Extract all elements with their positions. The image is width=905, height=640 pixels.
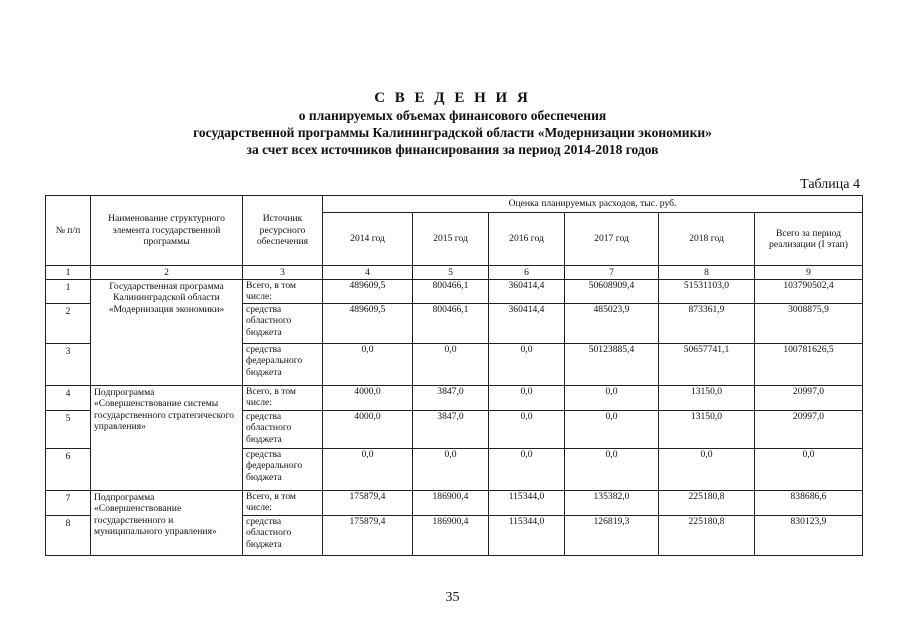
table-row bbox=[46, 280, 863, 304]
row-number: 4 bbox=[46, 386, 91, 411]
value-cell: 135382,0 bbox=[565, 491, 659, 516]
value-cell: 175879,4 bbox=[323, 516, 413, 556]
element-name: Подпрограмма «Совершенствование системы государственного стратегического управления» bbox=[91, 386, 243, 491]
header-name: Наименование структурного элемента государственной программы bbox=[91, 196, 243, 266]
value-cell: 800466,1 bbox=[413, 280, 489, 304]
value-cell: 0,0 bbox=[659, 449, 755, 491]
value-cell: 360414,4 bbox=[489, 280, 565, 304]
column-index: 3 bbox=[243, 266, 323, 280]
column-index: 6 bbox=[489, 266, 565, 280]
value-cell: 873361,9 bbox=[659, 304, 755, 344]
value-cell: 225180,8 bbox=[659, 516, 755, 556]
value-cell: 0,0 bbox=[565, 386, 659, 411]
value-cell: 13150,0 bbox=[659, 411, 755, 449]
source-cell: средства федерального бюджета bbox=[243, 449, 323, 491]
row-number: 6 bbox=[46, 449, 91, 491]
document-subtitle-line-2: государственной программы Калининградской области «Модернизации экономики» bbox=[193, 125, 712, 140]
value-cell: 0,0 bbox=[413, 344, 489, 386]
column-index: 5 bbox=[413, 266, 489, 280]
value-cell: 3008875,9 bbox=[755, 304, 863, 344]
value-cell: 489609,5 bbox=[323, 280, 413, 304]
value-cell: 115344,0 bbox=[489, 516, 565, 556]
value-cell: 20997,0 bbox=[755, 386, 863, 411]
value-cell: 0,0 bbox=[323, 344, 413, 386]
value-cell: 0,0 bbox=[413, 449, 489, 491]
value-cell: 3847,0 bbox=[413, 386, 489, 411]
value-cell: 115344,0 bbox=[489, 491, 565, 516]
value-cell: 225180,8 bbox=[659, 491, 755, 516]
element-name: Государственная программа Калининградской области «Модернизация экономики» bbox=[91, 280, 243, 386]
value-cell: 50123885,4 bbox=[565, 344, 659, 386]
value-cell: 485023,9 bbox=[565, 304, 659, 344]
row-number: 1 bbox=[46, 280, 91, 304]
source-cell: Всего, в том числе: bbox=[243, 386, 323, 411]
value-cell: 103790502,4 bbox=[755, 280, 863, 304]
document-title: С В Е Д Е Н И Я bbox=[374, 90, 531, 106]
header-year-2018: 2018 год bbox=[659, 213, 755, 266]
table-row bbox=[46, 491, 863, 516]
source-cell: Всего, в том числе: bbox=[243, 280, 323, 304]
value-cell: 0,0 bbox=[489, 449, 565, 491]
source-cell: средства областного бюджета bbox=[243, 304, 323, 344]
source-cell: средства областного бюджета bbox=[243, 516, 323, 556]
value-cell: 838686,6 bbox=[755, 491, 863, 516]
source-cell: средства федерального бюджета bbox=[243, 344, 323, 386]
column-index: 4 bbox=[323, 266, 413, 280]
value-cell: 50657741,1 bbox=[659, 344, 755, 386]
value-cell: 830123,9 bbox=[755, 516, 863, 556]
header-num: № п/п bbox=[46, 196, 91, 266]
header-year-2015: 2015 год bbox=[413, 213, 489, 266]
financing-table bbox=[45, 195, 863, 556]
header-estimate: Оценка планируемых расходов, тыс. руб. bbox=[323, 196, 863, 213]
value-cell: 50608909,4 bbox=[565, 280, 659, 304]
document-subtitle-line-3: за счет всех источников финансирования за период 2014-2018 годов bbox=[246, 142, 659, 157]
value-cell: 4000,0 bbox=[323, 386, 413, 411]
value-cell: 0,0 bbox=[489, 386, 565, 411]
value-cell: 175879,4 bbox=[323, 491, 413, 516]
column-index: 2 bbox=[91, 266, 243, 280]
header-total: Всего за период реализации (I этап) bbox=[755, 213, 863, 266]
row-number: 3 bbox=[46, 344, 91, 386]
value-cell: 800466,1 bbox=[413, 304, 489, 344]
header-year-2016: 2016 год bbox=[489, 213, 565, 266]
column-index: 7 bbox=[565, 266, 659, 280]
row-number: 8 bbox=[46, 516, 91, 556]
document-subtitle-line-1: о планируемых объемах финансового обеспечения bbox=[298, 108, 607, 123]
table-row bbox=[46, 386, 863, 411]
row-number: 7 bbox=[46, 491, 91, 516]
value-cell: 0,0 bbox=[565, 449, 659, 491]
value-cell: 20997,0 bbox=[755, 411, 863, 449]
header-year-2017: 2017 год bbox=[565, 213, 659, 266]
value-cell: 0,0 bbox=[489, 411, 565, 449]
value-cell: 100781626,5 bbox=[755, 344, 863, 386]
value-cell: 51531103,0 bbox=[659, 280, 755, 304]
column-index: 9 bbox=[755, 266, 863, 280]
column-index: 8 bbox=[659, 266, 755, 280]
header-source: Источник ресурсного обеспечения bbox=[243, 196, 323, 266]
value-cell: 0,0 bbox=[323, 449, 413, 491]
value-cell: 0,0 bbox=[755, 449, 863, 491]
value-cell: 4000,0 bbox=[323, 411, 413, 449]
value-cell: 0,0 bbox=[489, 344, 565, 386]
row-number: 2 bbox=[46, 304, 91, 344]
table-label: Таблица 4 bbox=[800, 177, 860, 192]
value-cell: 186900,4 bbox=[413, 516, 489, 556]
value-cell: 0,0 bbox=[565, 411, 659, 449]
column-index-row bbox=[46, 266, 863, 280]
value-cell: 186900,4 bbox=[413, 491, 489, 516]
page-number: 35 bbox=[445, 590, 460, 605]
value-cell: 13150,0 bbox=[659, 386, 755, 411]
value-cell: 360414,4 bbox=[489, 304, 565, 344]
source-cell: Всего, в том числе: bbox=[243, 491, 323, 516]
row-number: 5 bbox=[46, 411, 91, 449]
header-year-2014: 2014 год bbox=[323, 213, 413, 266]
value-cell: 489609,5 bbox=[323, 304, 413, 344]
value-cell: 126819,3 bbox=[565, 516, 659, 556]
value-cell: 3847,0 bbox=[413, 411, 489, 449]
source-cell: средства областного бюджета bbox=[243, 411, 323, 449]
column-index: 1 bbox=[46, 266, 91, 280]
element-name: Подпрограмма «Совершенствование государственного и муниципального управления» bbox=[91, 491, 243, 556]
